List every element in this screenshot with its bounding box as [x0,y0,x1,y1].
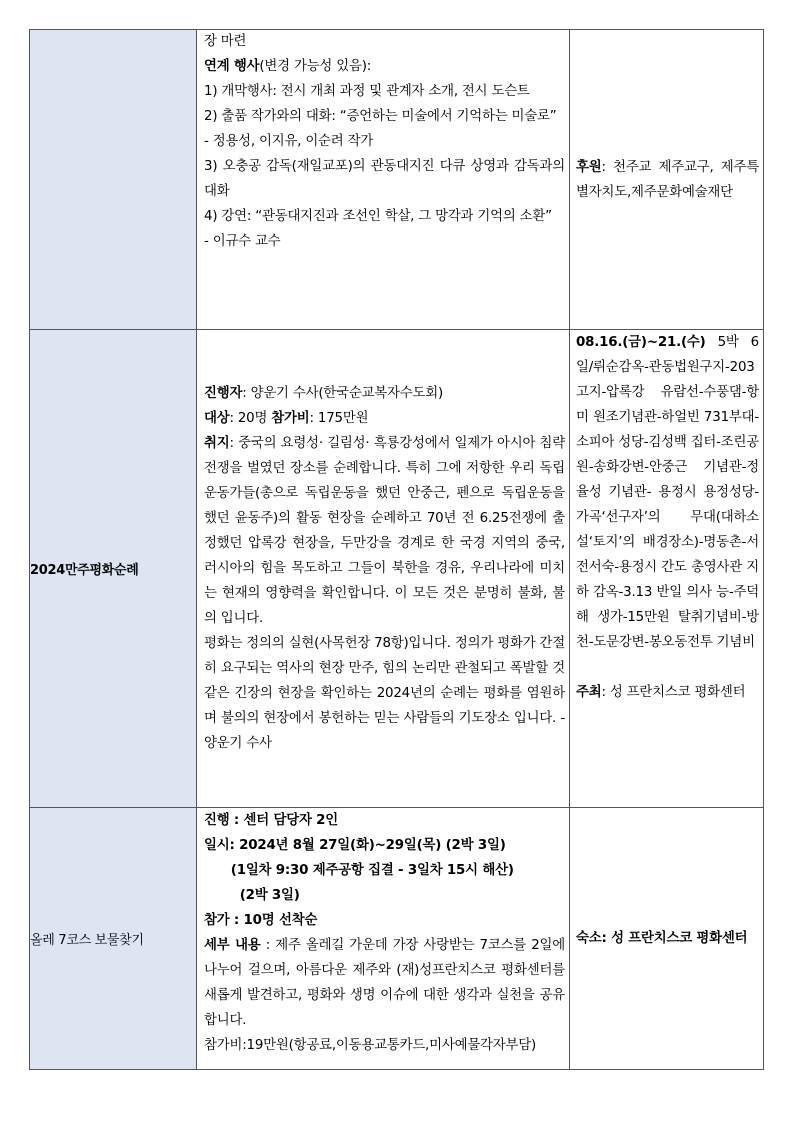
text-line [204,808,565,833]
details-text [197,29,569,254]
info-text [570,926,763,951]
details-text [197,808,569,1058]
bold-label: 진행자 [204,386,243,401]
row-info [570,808,764,1070]
bold-label: 대상 [204,411,230,426]
text-line [204,54,565,79]
text-line [204,29,565,54]
bold-label: 진행 : 센터 담당자 2인 [204,813,339,828]
body-text: : 성 프란치스코 평화센터 [601,685,746,700]
text-line [204,406,565,431]
body-text: : 제주 올레길 가운데 가장 사랑받는 7코스를 2일에 나누어 걸으며, 아름다운 제주와 (재)성프란치스코 평화센터를 새롭게 발견하고, 평화와 생명 이슈에 대한 생각과 실천을 공유합니다. [204,938,570,1028]
body-text: 4) 강연: “관동대지진과 조선인 학살, 그 망각과 기억의 소환” [204,209,552,224]
text-line [576,330,759,655]
text-line [576,926,759,951]
row-category: 올레 7코스 보물찾기 [30,808,197,1070]
text-line [204,908,565,933]
text-line [576,155,759,205]
table-row-exhibition [30,30,764,330]
row-details [197,808,570,1070]
body-text: 평화는 정의의 실현(사목헌장 78항)입니다. 정의가 평화가 간절히 요구되는 역사의 현장 만주, 힘의 논리만 관철되고 폭발할 것 같은 긴장의 현장을 확인하는 2024년의 순례는 평화를 염원하며 불의의 현장에서 봉헌하는 믿는 사람들의 기도장소 입니다. - 양운기 수사 [204,636,570,751]
body-text: 3) 오충공 감독(재일교포)의 관동대지진 다큐 상영과 감독과의 대화 [204,159,570,199]
bold-label: (2박 3일) [204,888,300,903]
body-text: 장 마련 [204,34,247,49]
info-text [570,330,763,705]
body-text: 1) 개막행사: 전시 개최 과정 및 관계자 소개, 전시 도슨트 [204,84,530,99]
text-line [204,381,565,406]
bold-label: 참가 : 10명 선착순 [204,913,318,928]
row-details [197,30,570,330]
bold-label: 숙소: 성 프란치스코 평화센터 [576,931,748,946]
details-text [197,381,569,756]
text-line [204,104,565,129]
body-text: 2) 출품 작가와의 대화: “증언하는 미술에서 기억하는 미술로” [204,109,557,124]
body-text: - 이규수 교수 [204,234,281,249]
text-line [204,229,565,254]
body-text: - 정용성, 이지유, 이순려 작가 [204,134,374,149]
body-text: 5박 6일/뤼순감옥-관동법원구지-203고지-압록강 유람선-수풍댐-항미 원조기념관-하얼빈 731부대-소피아 성당-김성백 집터-조린공원-송화강변-안중근 기념관-정율성 기념관- 용정시 용정성당-가곡‘선구자’의 무대(대하소설‘토지’의 배경장소)-명동촌-서전서숙-용정시 간도 총영사관 지하 감옥-3.13 반일 의사 능-주덕해 생가-15만원 탈취기념비-방천-도문강변-봉오동전투 기념비 [576,335,759,650]
text-line [204,1033,565,1058]
text-line [204,631,570,756]
body-text: : 중국의 요령성· 길림성· 흑룡강성에서 일제가 아시아 침략전쟁을 벌였던 장소를 순례합니다. 특히 그에 저항한 우리 독립운동가들(총으로 독립운동을 했던 안중근, 펜으로 독립운동을 했던 윤동주)의 활동 현장을 순례하고 70년 전 6.25전쟁에 출정했던 압록강 현장을, 두만강을 경계로 한 국경 지역의 중국, 러시아의 힘을 목도하고 그들이 북한을 경유, 우리나라에 미치는 현재의 영향력을 확인합니다. 이 모든 것은 분명히 불화, 불의 입니다. [204,436,570,626]
bold-label: 참가비 [271,411,310,426]
table-row-manchuria [30,330,764,808]
body-text: : 175만원 [309,411,369,426]
body-text: 참가비:19만원(항공료,이동용교통카드,미사예물각자부담) [204,1038,537,1053]
body-text: (변경 가능성 있음): [259,59,372,74]
bold-label: 연계 행사 [204,59,260,74]
row-info [570,30,764,330]
info-text [570,155,763,205]
bold-label: (1일차 9:30 제주공항 집결 - 3일차 15시 해산) [204,863,514,878]
body-text: : 천주교 제주교구, 제주특별자치도,제주문화예술재단 [576,159,759,200]
text-line [204,431,570,631]
table-row-olle [30,808,764,1070]
text-line [204,129,565,154]
text-line [204,933,570,1033]
row-category [30,30,197,330]
program-table [29,29,764,1070]
bold-label: 08.16.(금)~21.(수) [576,335,706,350]
bold-label: 취지 [204,436,230,451]
body-text: : 20명 [229,411,272,426]
bold-label: 세부 내용 [204,938,261,953]
text-line [204,154,570,204]
text-line [204,79,565,104]
text-line [576,680,759,705]
text-line [204,883,565,908]
body-text: : 양운기 수사(한국순교복자수도회) [242,386,443,401]
row-info [570,330,764,808]
bold-label: 주최 [576,685,602,700]
text-line [204,833,565,858]
bold-label: 일시: 2024년 8월 27일(화)~29일(목) (2박 3일) [204,838,506,853]
row-details [197,330,570,808]
text-line [204,204,565,229]
text-line [204,858,565,883]
text-line [576,655,759,680]
bold-label: 후원 [576,159,602,175]
row-category: 2024만주평화순례 [30,330,197,808]
